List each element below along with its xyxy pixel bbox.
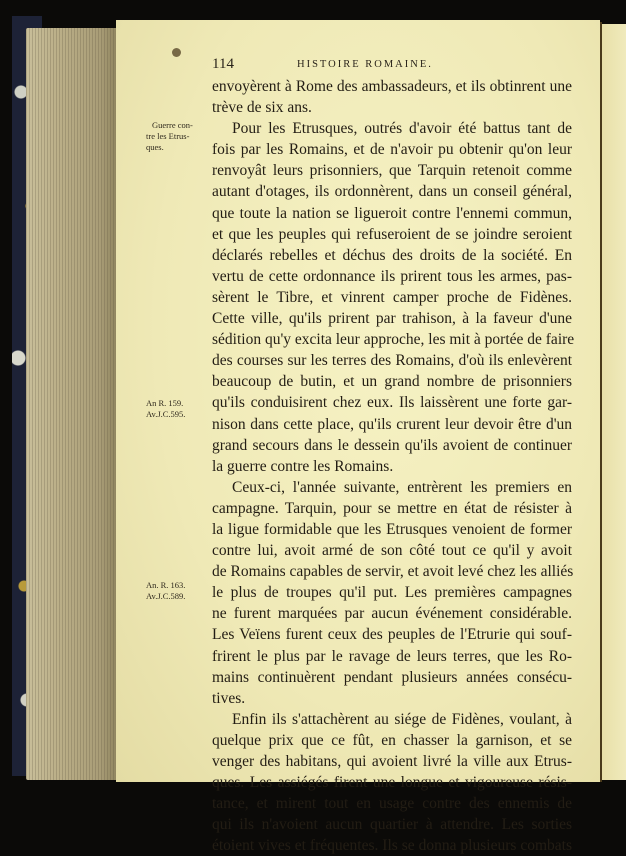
text-line: qui ils n'avoient aucun quartier à attendre. Les sorties	[212, 816, 572, 834]
text-line: de Romains capables de servir, et avoit levé chez les alliés	[212, 563, 574, 581]
text-line: Ceux-ci, l'année suivante, entrèrent les premiers en	[232, 478, 572, 496]
page-number: 114	[212, 56, 234, 72]
text-line: venger des habitans, qui avoient livré la ville aux Etrus-	[212, 753, 572, 770]
text-line: sédition qu'y excita leur approche, les mit à portée de faire	[212, 331, 575, 349]
text-line: étoient vives et fréquentes. Ils se donna plusieurs combats	[212, 837, 572, 855]
margin-note-year-159	[146, 398, 212, 420]
text-line: des courses sur les terres des Romains, d'où ils enlevèrent	[212, 352, 572, 370]
text-line: fois par les Romains, et de n'avoir pu obtenir qu'on leur	[212, 141, 572, 159]
text-line: mains continuèrent pendant plusieurs années consécu-	[212, 668, 572, 686]
margin-note-line: Av.J.C.589.	[146, 591, 186, 601]
margin-note-line: Guerre con-	[152, 120, 193, 130]
text-line: ne furent marquées par aucun événement considérable.	[212, 605, 572, 623]
text-line: Pour les Etrusques, outrés d'avoir été battus tant de	[232, 120, 572, 138]
text-line: qu'ils conduisirent chez eux. Ils laissèrent une forte gar-	[212, 394, 572, 412]
margin-note-year-163	[146, 580, 212, 602]
margin-note-line: ques.	[146, 142, 164, 152]
text-line: et que les peuples qui refuseroient de se joindre seroient	[212, 225, 572, 243]
text-line: tance, et mirent tout en usage contre des ennemis de	[212, 795, 572, 813]
margin-note-line: tre les Etrus-	[146, 131, 190, 141]
text-line: envoyèrent à Rome des ambassadeurs, et ils obtinrent une	[212, 78, 572, 95]
text-line: nison dans cette place, qu'ils crurent leur devoir être d'un	[212, 415, 572, 433]
text-line: campagne. Tarquin, pour se mettre en état de résister à	[212, 499, 572, 517]
text-line: que toute la nation se ligueroit contre l'ennemi commun,	[212, 204, 572, 222]
text-line: ques. Les assiégés firent une longue et vigoureuse résis-	[212, 774, 572, 792]
text-line: vertu de cette ordonnance ils prirent tous les armes, pas-	[212, 267, 572, 285]
page-header	[212, 58, 572, 74]
page-stack-edge	[26, 28, 118, 780]
text-line: frirent le plus par le ravage de leurs terres, que les Ro-	[212, 647, 572, 665]
text-line: sèrent le Tibre, et vinrent camper proche de Fidènes.	[212, 288, 572, 306]
text-line: autant d'otages, ils ordonnèrent, dans un conseil général,	[212, 183, 572, 201]
text-line: quelque prix que ce fût, en chasser la garnison, et se	[212, 731, 572, 749]
running-title: HISTOIRE ROMAINE.	[297, 59, 433, 70]
text-line: Cette ville, qu'ils prirent par trahison, à la faveur d'une	[212, 310, 572, 328]
margin-note-guerre	[146, 120, 212, 153]
text-line: trève de six ans.	[212, 99, 312, 117]
text-line: renvoyât leurs prisonniers, que Tarquin retenoit comme	[212, 162, 572, 180]
text-line: beaucoup de butin, et un grand nombre de prisonniers	[212, 373, 572, 391]
text-line: la guerre contre les Romains.	[212, 457, 394, 475]
text-line: contre lui, avoit armé de son côté tout ce qu'il y avoit	[212, 542, 572, 560]
text-line: la ligue formidable que les Etrusques venoient de former	[212, 520, 572, 538]
body-text	[212, 76, 575, 856]
margin-note-line: An R. 159.	[146, 398, 184, 408]
margin-note-line: An. R. 163.	[146, 580, 186, 590]
text-line: le plus de troupes qu'il put. Les premières campagnes	[212, 584, 572, 602]
text-line: Enfin ils s'attachèrent au siége de Fidènes, voulant, à	[232, 710, 572, 728]
text-line: grand secours dans le dessein qu'ils avoient de continuer	[212, 436, 572, 454]
text-line: déclarés rebelles et déchus des droits de la société. En	[212, 246, 572, 264]
facing-page-edge	[602, 24, 626, 780]
foxing-spot	[172, 48, 181, 57]
margin-note-line: Av.J.C.595.	[146, 409, 186, 419]
text-line: tives.	[212, 689, 246, 707]
text-line: Les Veïens furent ceux des peuples de l'Etrurie qui souf-	[212, 626, 572, 644]
